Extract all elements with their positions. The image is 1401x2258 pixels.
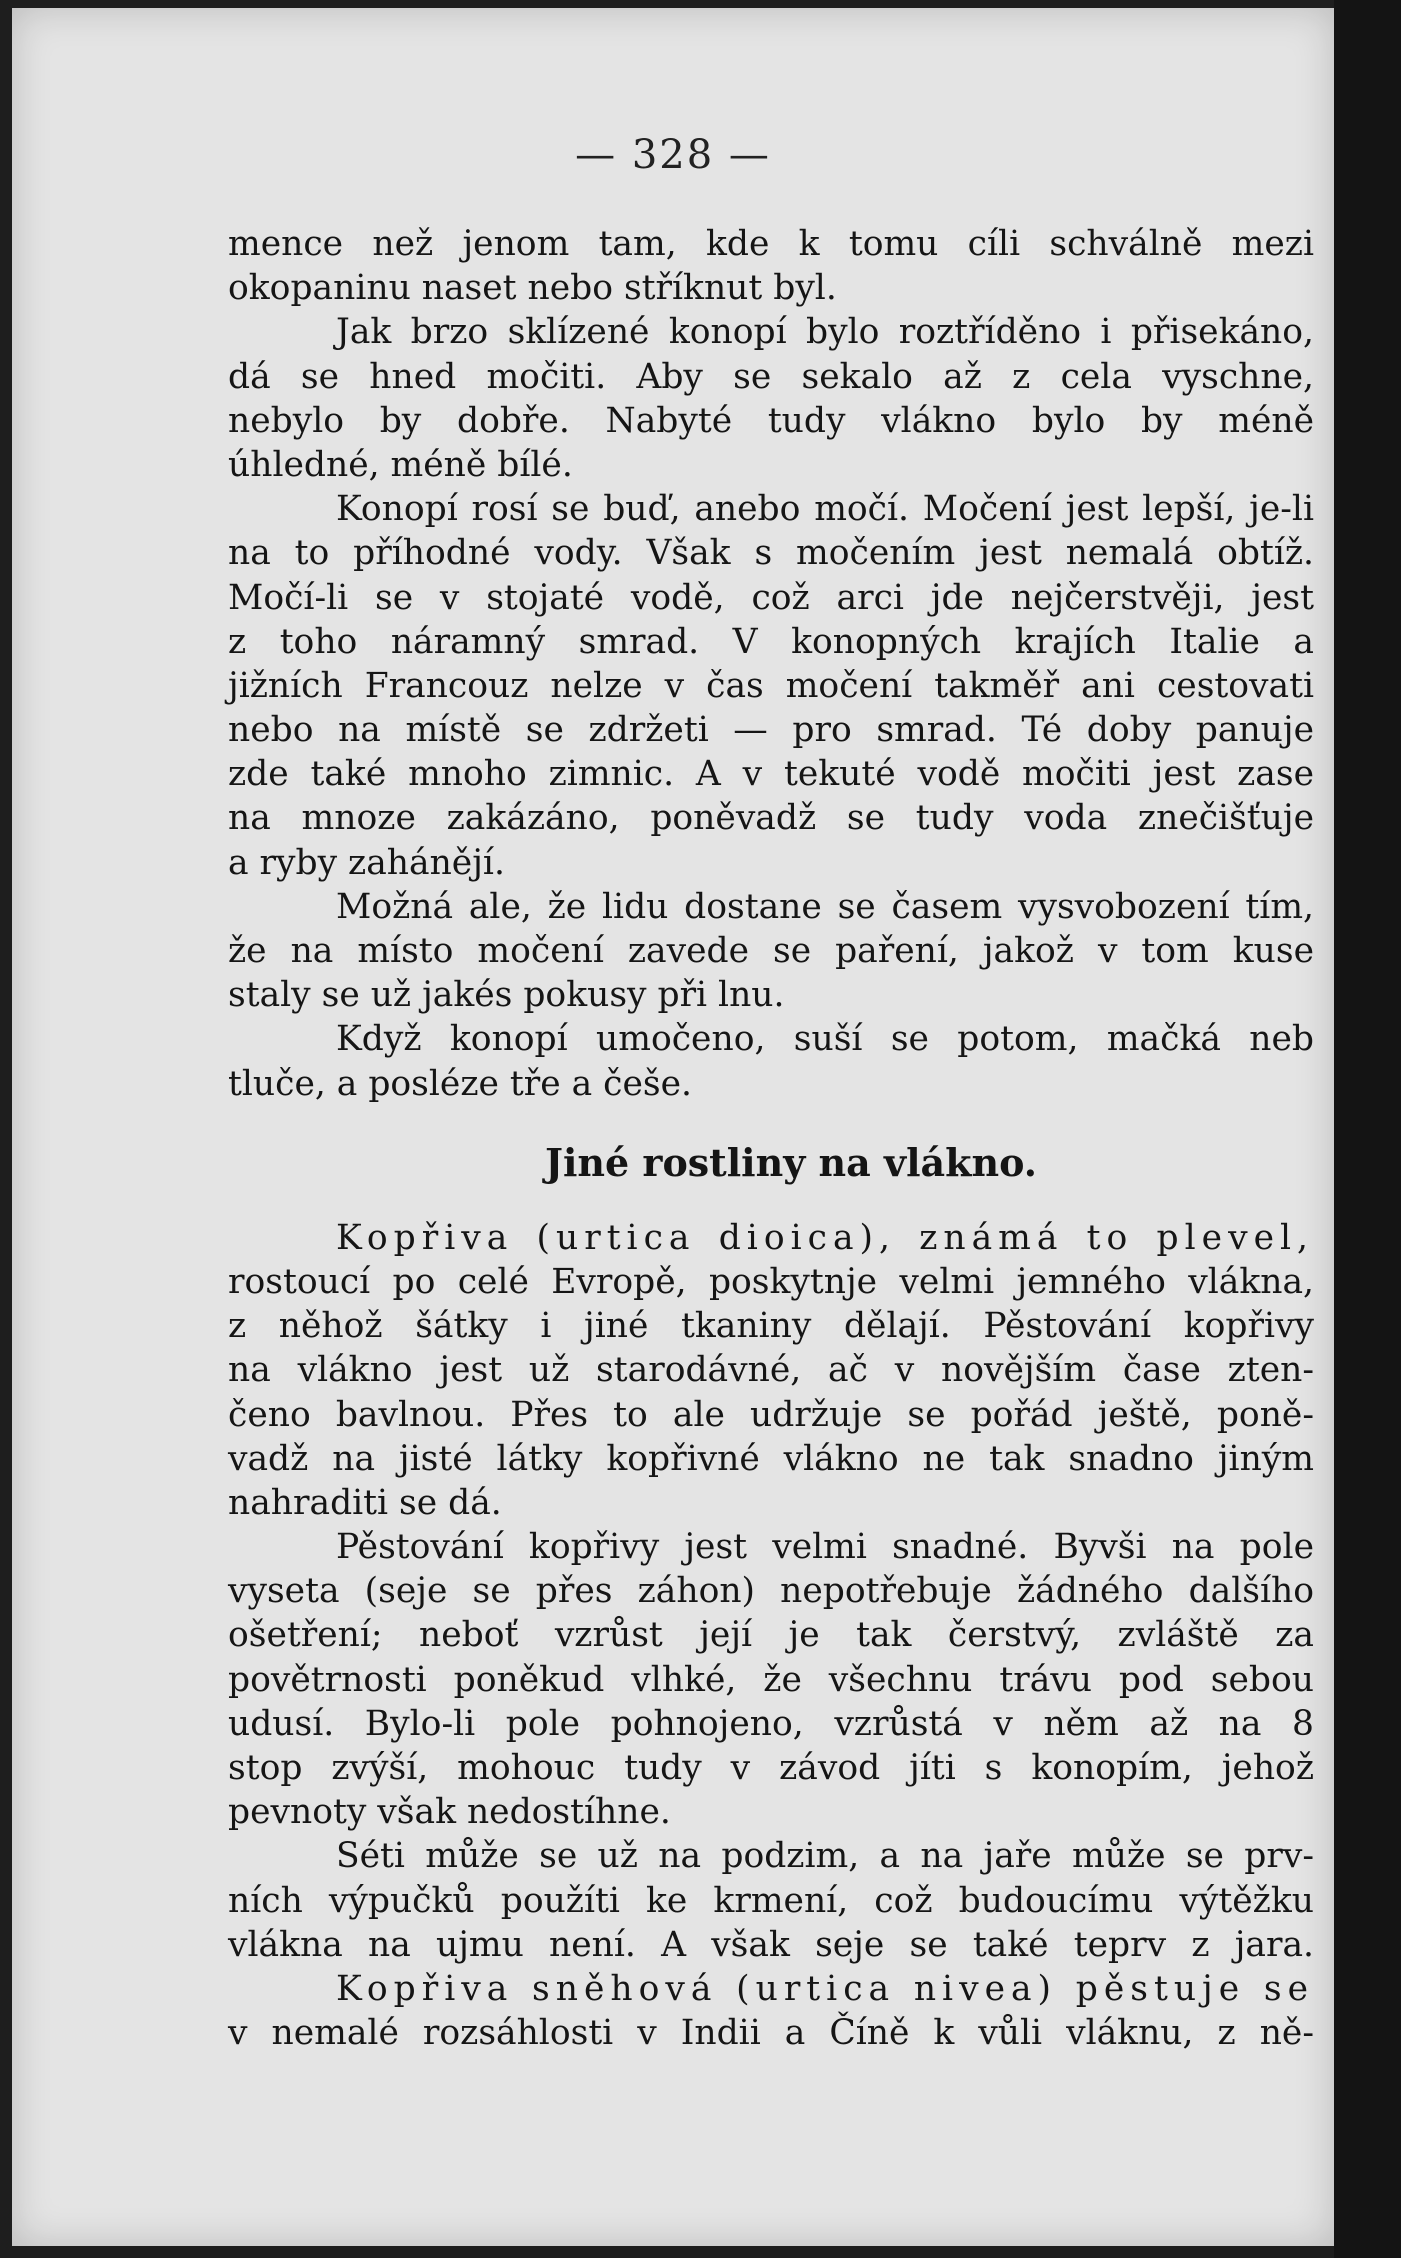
spacer [228, 1188, 1314, 1216]
book-page [12, 8, 1334, 2246]
paragraphs-before-heading [228, 222, 1314, 1106]
text-line: povětrnosti poněkud vlhké, že všechnu trávu pod sebou [228, 1659, 1314, 1700]
text-line: v nemalé rozsáhlosti v Indii a Číně k vůli vláknu, z ně- [228, 2013, 1314, 2054]
text-line: nebo na místě se zdržeti — pro smrad. Té doby panuje [228, 710, 1314, 751]
text-line: Jak brzo sklízené konopí bylo roztříděno i přisekáno, [336, 312, 1314, 353]
text-line: zde také mnoho zimnic. A v tekuté vodě močiti jest zase [228, 754, 1314, 795]
text-line: na mnoze zakázáno, poněvadž se tudy voda znečišťuje [228, 798, 1314, 839]
text-line: na to příhodné vody. Však s močením jest nemalá obtíž. [228, 533, 1314, 574]
paragraphs-after-heading [228, 1216, 1314, 2056]
text-line: rostoucí po celé Evropě, poskytnje velmi jemného vlákna, [228, 1261, 1314, 1302]
text-line: okopaninu naset nebo stříknut byl. [228, 268, 837, 309]
text-line: jižních Francouz nelze v čas močení takměř ani cestovati [228, 665, 1314, 706]
text-line: nebylo by dobře. Nabyté tudy vlákno bylo by méně [228, 400, 1314, 441]
text-line: dá se hned močiti. Aby se sekalo až z cela vyschne, [228, 356, 1314, 397]
scan-edge [1334, 0, 1401, 2258]
text-line: ošetření; neboť vzrůst její je tak čerstvý, zvláště za [228, 1615, 1314, 1656]
text-line: ních výpučků použíti ke krmení, což budoucímu výtěžku [228, 1880, 1314, 1921]
body-text [228, 222, 1314, 2055]
text-line: Kopřiva (urtica dioica), známá to plevel, [336, 1217, 1314, 1258]
text-line: že na místo močení zavede se paření, jakož v tom kuse [228, 931, 1314, 971]
text-line: z něhož šátky i jiné tkaniny dělají. Pěstování kopřivy [228, 1306, 1314, 1347]
text-line: Močí-li se v stojaté vodě, což arci jde nejčerstvěji, jest [228, 577, 1314, 618]
section-heading: Jiné rostliny na vlákno. [544, 1139, 1038, 1185]
page-number: — 328 — [575, 132, 771, 178]
text-line: pevnoty však nedostíhne. [228, 1792, 671, 1833]
text-line: na vlákno jest už starodávné, ač v novějším čase zten- [228, 1350, 1314, 1391]
text-line: vyseta (seje se přes záhon) nepotřebuje žádného dalšího [228, 1571, 1314, 1612]
text-line: tluče, a posléze tře a češe. [228, 1063, 692, 1104]
text-line: Možná ale, že lidu dostane se časem vysvobození tím, [336, 886, 1314, 927]
text-line: čeno bavlnou. Přes to ale udržuje se pořád ještě, poně- [228, 1394, 1314, 1435]
spacer [228, 1106, 1314, 1138]
text-line: Kopřiva sněhová (urtica nivea) pěstuje se [336, 1968, 1314, 2009]
text-line: z toho náramný smrad. V konopných krajích Italie a [228, 621, 1314, 662]
text-line: úhledné, méně bílé. [228, 444, 573, 485]
text-line: staly se už jakés pokusy při lnu. [228, 975, 785, 1016]
text-line: stop zvýší, mohouc tudy v závod jíti s konopím, jehož [228, 1748, 1314, 1788]
text-line: Když konopí umočeno, suší se potom, mačká neb [336, 1019, 1314, 1060]
text-line: a ryby zahánějí. [228, 842, 505, 883]
text-line: Pěstování kopřivy jest velmi snadné. Byvši na pole [336, 1527, 1314, 1568]
text-line: mence než jenom tam, kde k tomu cíli schválně mezi [228, 224, 1314, 264]
text-line: Séti může se už na podzim, a na jaře může se prv- [336, 1836, 1314, 1877]
text-line: Konopí rosí se buď, anebo močí. Močení jest lepší, je-li [336, 489, 1314, 530]
text-line: vadž na jisté látky kopřivné vlákno ne tak snadno jiným [228, 1438, 1314, 1479]
text-line: nahraditi se dá. [228, 1482, 502, 1523]
text-line: udusí. Bylo-li pole pohnojeno, vzrůstá v něm až na 8 [228, 1703, 1314, 1744]
text-line: vlákna na ujmu není. A však seje se také teprv z jara. [228, 1924, 1314, 1965]
